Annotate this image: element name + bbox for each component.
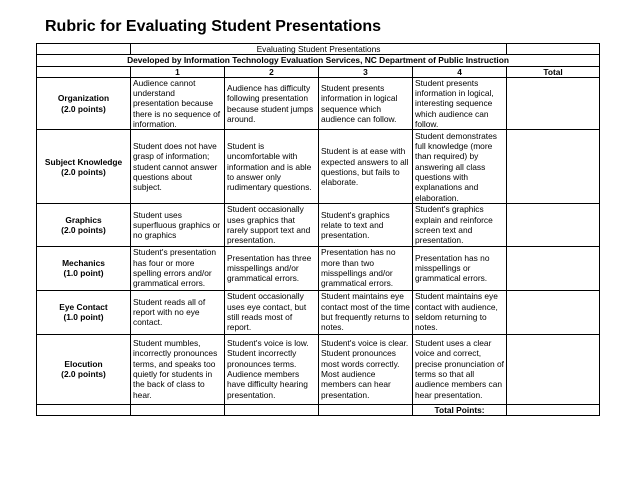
table-row bbox=[37, 204, 600, 246]
column-header: 1 bbox=[131, 66, 225, 77]
total-cell bbox=[507, 77, 600, 129]
rubric-cell: Student presents information in logical sequence which audience can follow. bbox=[319, 77, 413, 129]
rubric-cell: Student mumbles, incorrectly pronounces terms, and speaks too quietly for students in the back of class to hear. bbox=[131, 334, 225, 404]
rubric-cell: Audience cannot understand presentation because there is no sequence of information. bbox=[131, 77, 225, 129]
rubric-cell: Student maintains eye contact most of the time but frequently returns to notes. bbox=[319, 290, 413, 334]
rubric-cell: Student's presentation has four or more spelling errors and/or grammatical errors. bbox=[131, 246, 225, 290]
total-points-value bbox=[507, 404, 600, 415]
rubric-cell: Student's voice is clear. Student pronounces most words correctly. Most audience members can hear presentation. bbox=[319, 334, 413, 404]
header-row-credit bbox=[37, 55, 600, 66]
category-cell bbox=[37, 246, 131, 290]
column-header: 4 bbox=[413, 66, 507, 77]
category-name: Organization bbox=[57, 93, 110, 104]
category-points: (2.0 points) bbox=[61, 369, 106, 380]
page-title: Rubric for Evaluating Student Presentations bbox=[45, 18, 382, 35]
rubric-cell: Student does not have grasp of information; student cannot answer questions about subject. bbox=[131, 130, 225, 204]
category-cell bbox=[37, 204, 131, 246]
table-row bbox=[37, 290, 600, 334]
table-row bbox=[37, 130, 600, 204]
header-row-title bbox=[37, 44, 600, 55]
table-row bbox=[37, 77, 600, 129]
category-name: Graphics bbox=[65, 214, 102, 225]
category-cell bbox=[37, 130, 131, 204]
total-points-label: Total Points: bbox=[413, 404, 507, 415]
category-points: (1.0 point) bbox=[63, 312, 104, 323]
rubric-cell: Student demonstrates full knowledge (more than required) by answering all class questions with explanations and elaboration. bbox=[413, 130, 507, 204]
rubric-table bbox=[36, 43, 600, 416]
category-name: Subject Knowledge bbox=[44, 156, 123, 167]
category-cell bbox=[37, 334, 131, 404]
header-title: Evaluating Student Presentations bbox=[131, 44, 507, 55]
total-cell bbox=[507, 246, 600, 290]
rubric-cell: Student occasionally uses graphics that rarely support text and presentation. bbox=[225, 204, 319, 246]
rubric-cell: Presentation has no misspellings or grammatical errors. bbox=[413, 246, 507, 290]
rubric-cell: Student's voice is low. Student incorrectly pronounces terms. Audience members have difficulty hearing presentation. bbox=[225, 334, 319, 404]
column-header-row bbox=[37, 66, 600, 77]
table-row bbox=[37, 246, 600, 290]
category-points: (1.0 point) bbox=[63, 268, 104, 279]
rubric-cell: Student's graphics relate to text and presentation. bbox=[319, 204, 413, 246]
category-name: Mechanics bbox=[62, 257, 105, 268]
total-cell bbox=[507, 290, 600, 334]
rubric-cell: Presentation has three misspellings and/or grammatical errors. bbox=[225, 246, 319, 290]
rubric-cell: Student is uncomfortable with information and is able to answer only rudimentary questions. bbox=[225, 130, 319, 204]
category-name: Elocution bbox=[64, 358, 103, 369]
rubric-cell: Presentation has no more than two misspellings and/or grammatical errors. bbox=[319, 246, 413, 290]
column-header-total: Total bbox=[507, 66, 600, 77]
total-points-row bbox=[37, 404, 600, 415]
table-row bbox=[37, 334, 600, 404]
category-cell bbox=[37, 290, 131, 334]
rubric-cell: Student is at ease with expected answers to all questions, but fails to elaborate. bbox=[319, 130, 413, 204]
rubric-cell: Student occasionally uses eye contact, but still reads most of report. bbox=[225, 290, 319, 334]
rubric-cell: Student's graphics explain and reinforce screen text and presentation. bbox=[413, 204, 507, 246]
rubric-cell: Student maintains eye contact with audience, seldom returning to notes. bbox=[413, 290, 507, 334]
column-header: 2 bbox=[225, 66, 319, 77]
category-points: (2.0 points) bbox=[61, 103, 106, 114]
rubric-cell: Audience has difficulty following presentation because student jumps around. bbox=[225, 77, 319, 129]
rubric-cell: Student uses a clear voice and correct, precise pronunciation of terms so that all audience members can hear presentation. bbox=[413, 334, 507, 404]
rubric-cell: Student uses superfluous graphics or no graphics bbox=[131, 204, 225, 246]
total-cell bbox=[507, 334, 600, 404]
category-cell bbox=[37, 77, 131, 129]
category-points: (2.0 points) bbox=[61, 224, 106, 235]
category-name: Eye Contact bbox=[59, 301, 108, 312]
column-header: 3 bbox=[319, 66, 413, 77]
rubric-cell: Student presents information in logical, interesting sequence which audience can follow. bbox=[413, 77, 507, 129]
category-points: (2.0 points) bbox=[61, 166, 106, 177]
rubric-cell: Student reads all of report with no eye contact. bbox=[131, 290, 225, 334]
header-credit: Developed by Information Technology Evaluation Services, NC Department of Public Instruction bbox=[37, 55, 600, 66]
total-cell bbox=[507, 130, 600, 204]
total-cell bbox=[507, 204, 600, 246]
